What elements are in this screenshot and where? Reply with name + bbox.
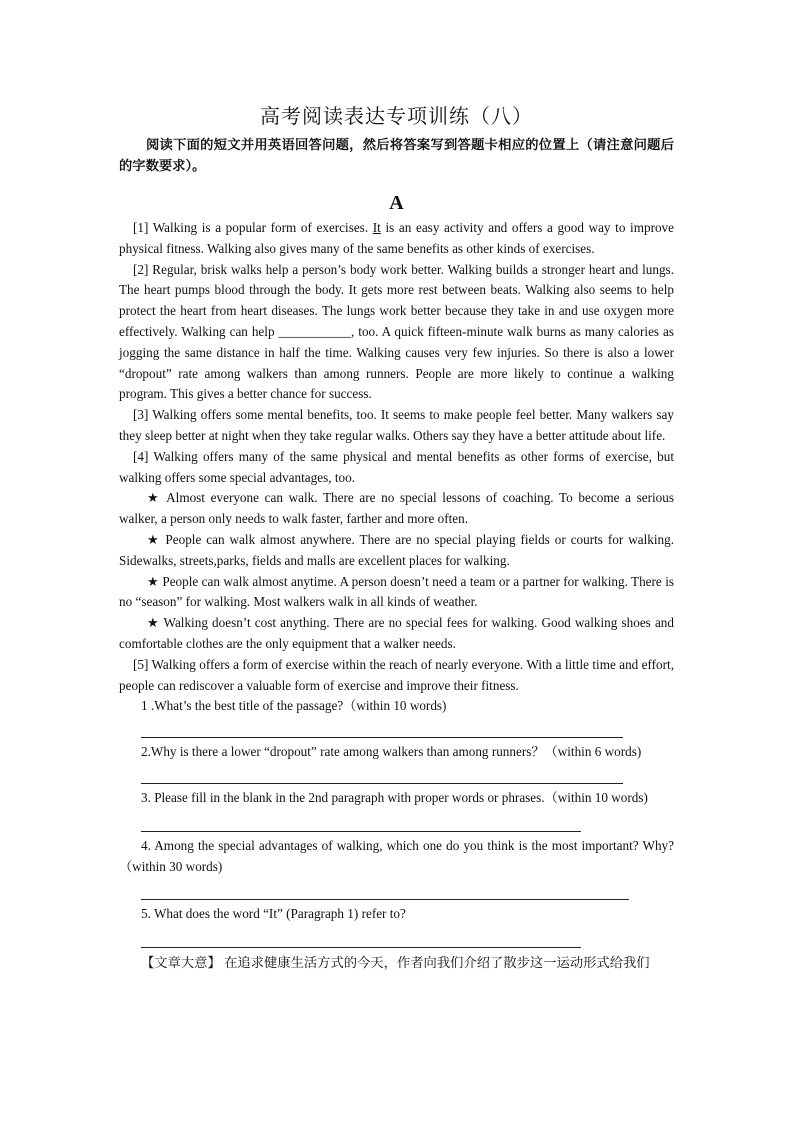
paragraph-5: [5] Walking offers a form of exercise within the reach of nearly everyone. With a little time and effort, people can rediscover a valuable form of exercise and improve their fitness. bbox=[119, 656, 674, 693]
paragraph-3: [3] Walking offers some mental benefits, too. It seems to make people feel better. Many walkers say they sleep better at night when they take regular walks. Others say they have a better attitude about life. bbox=[119, 407, 674, 443]
bullet-item: ★ People can walk almost anytime. A person doesn’t need a team or a partner for walking. There is no “season” for walking. Most walkers walk in all kinds of weather. bbox=[119, 573, 674, 610]
answer-line-5[interactable] bbox=[141, 925, 581, 948]
bullet-item: ★ Walking doesn’t cost anything. There are no special fees for walking. Good walking shoes and comfortable clothes are the only equipment that a walker needs. bbox=[119, 615, 674, 651]
paragraph-1: [1] Walking is a popular form of exercises. It is an easy activity and offers a good way to improve physical fitness. Walking also gives many of the same benefits as other kinds of exercises. bbox=[119, 220, 675, 256]
underlined-it: It bbox=[372, 220, 381, 235]
question-3: 3. Please fill in the blank in the 2nd paragraph with proper words or phrases.（within 10 words) bbox=[141, 789, 648, 805]
document-page bbox=[119, 100, 674, 973]
question-2: 2.Why is there a lower “dropout” rate among walkers than among runners？（within 6 words) bbox=[141, 744, 642, 760]
paragraph-4: [4] Walking offers many of the same physical and mental benefits as other forms of exercise, but walking offers some special advantages, too. bbox=[119, 448, 674, 485]
answer-line-1[interactable] bbox=[141, 717, 623, 738]
section-heading: A bbox=[389, 192, 404, 214]
question-1: 1 .What’s the best title of the passage?（within 10 words) bbox=[141, 698, 447, 714]
answer-line-4[interactable] bbox=[141, 877, 629, 900]
paragraph-2: [2] Regular, brisk walks help a person’s body work better. Walking builds a stronger heart and lungs. The heart pumps blood through the body. It gets more rest between beats. Walking also seems to help protect the heart from heart diseases. The lungs work better because they take in and use oxygen more effectively. Walking can help ___________, too. A quick fifteen-minute walk burns as many calories as jogging the same distance in half the time. Walking causes very few injuries. So there is also a lower “dropout” rate among walkers than among runners. People are more likely to continue a walking program. This gives a better chance for success. bbox=[119, 261, 674, 402]
answer-line-2[interactable] bbox=[141, 763, 623, 784]
article-summary: 【文章大意】 在追求健康生活方式的今天，作者向我们介绍了散步这一运动形式给我们 bbox=[141, 955, 650, 971]
instructions: 阅读下面的短文并用英语回答问题，然后将答案写到答题卡相应的位置上（请注意问题后的字数要求）。 bbox=[119, 137, 674, 173]
bullet-item: ★ Almost everyone can walk. There are no special lessons of coaching. To become a serious walker, a person only needs to walk faster, farther and more often. bbox=[119, 490, 674, 527]
answer-line-3[interactable] bbox=[141, 809, 581, 832]
page-title: 高考阅读表达专项训练（八） bbox=[260, 106, 533, 128]
question-5: 5. What does the word “It” (Paragraph 1) refer to? bbox=[141, 906, 406, 922]
bullet-item: ★ People can walk almost anywhere. There are no special playing fields or courts for walking. Sidewalks, streets,parks, fields and malls are excellent places for walking. bbox=[119, 531, 674, 568]
question-4: 4. Among the special advantages of walking, which one do you think is the most important? Why? （within 30 words) bbox=[119, 837, 674, 874]
